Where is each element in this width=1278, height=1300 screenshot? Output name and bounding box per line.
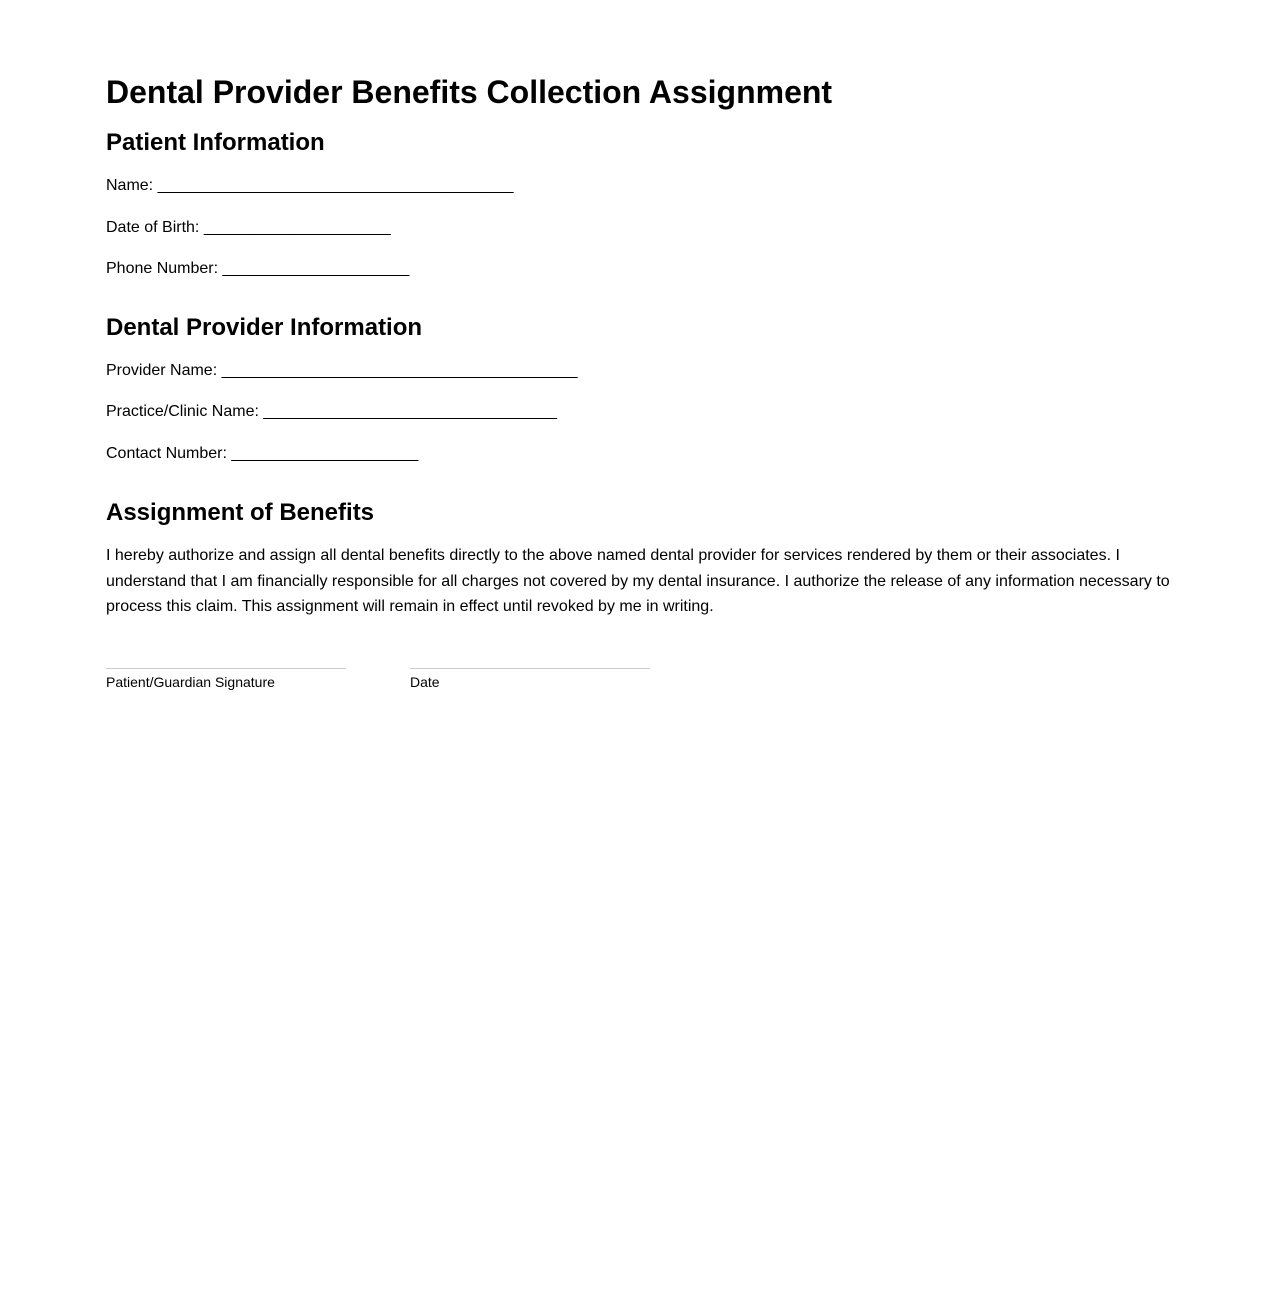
- practice-name-field[interactable]: [106, 403, 557, 421]
- signature-label: Patient/Guardian Signature: [106, 674, 275, 690]
- field-label: Date of Birth:: [106, 219, 200, 236]
- provider-name-field[interactable]: [106, 362, 578, 380]
- field-blank[interactable]: _____________________: [222, 260, 410, 277]
- assignment-text: I hereby authorize and assign all dental benefits directly to the above named dental provider for services rendered by them or their associates. I understand that I am financially responsible for all charges not covered by my dental insurance. I authorize the release of any information necessary to process this claim. This assignment will remain in effect until revoked by me in writing.: [106, 547, 1170, 616]
- provider-section-heading: Dental Provider Information: [106, 314, 423, 341]
- assignment-section-heading: Assignment of Benefits: [106, 499, 375, 526]
- date-label: Date: [410, 674, 440, 690]
- signature-line[interactable]: [106, 668, 346, 669]
- contact-number-field[interactable]: [106, 445, 418, 463]
- field-blank[interactable]: _____________________: [203, 219, 391, 236]
- field-label: Practice/Clinic Name:: [106, 403, 259, 420]
- patient-name-field[interactable]: [106, 177, 514, 195]
- patient-section-heading: Patient Information: [106, 129, 325, 156]
- field-label: Name:: [106, 177, 154, 194]
- field-blank[interactable]: ________________________________________: [221, 362, 578, 379]
- document-title: Dental Provider Benefits Collection Assignment: [106, 74, 833, 110]
- field-blank[interactable]: _________________________________: [263, 403, 558, 420]
- field-label: Phone Number:: [106, 260, 219, 277]
- field-blank[interactable]: _____________________: [231, 445, 419, 462]
- signature-block: [106, 668, 346, 690]
- field-label: Contact Number:: [106, 445, 227, 462]
- field-label: Provider Name:: [106, 362, 218, 379]
- date-block: [410, 668, 650, 690]
- field-blank[interactable]: ________________________________________: [157, 177, 514, 194]
- patient-dob-field[interactable]: [106, 219, 391, 237]
- date-line[interactable]: [410, 668, 650, 669]
- patient-phone-field[interactable]: [106, 260, 409, 278]
